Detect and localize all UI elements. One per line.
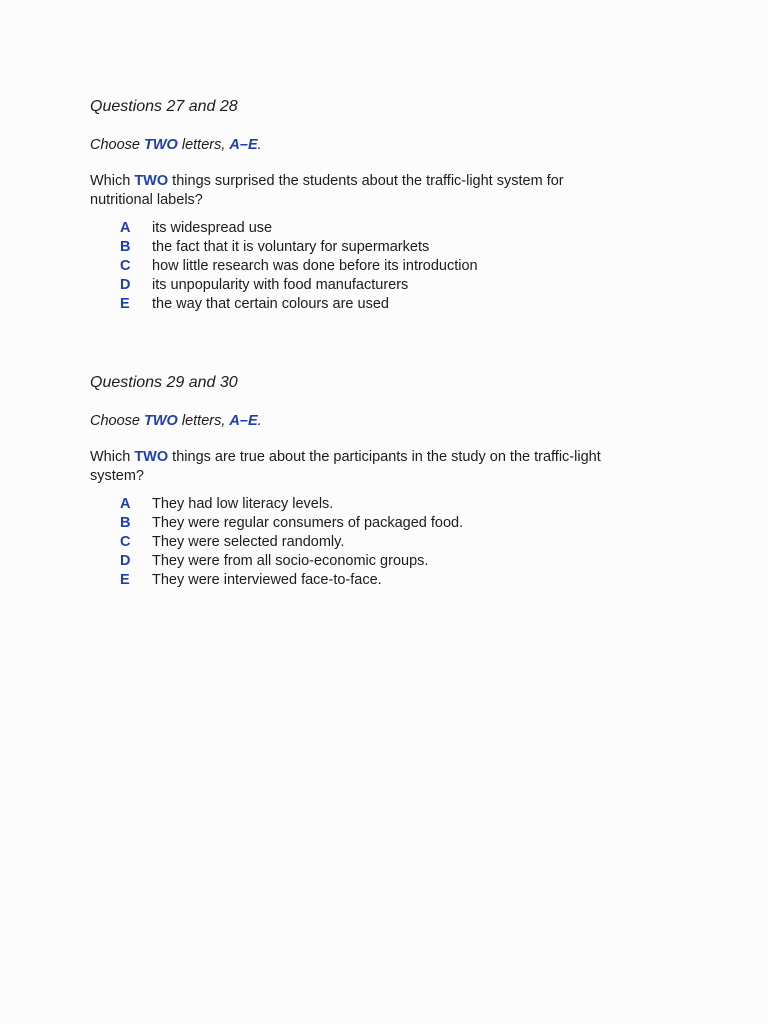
instruction-middle: letters, xyxy=(177,137,230,153)
option-letter: A xyxy=(120,496,131,512)
option-item xyxy=(120,276,650,295)
option-letter: C xyxy=(120,534,131,550)
section-heading: Questions 29 and 30 xyxy=(90,374,238,391)
option-text: They were selected randomly. xyxy=(152,534,345,550)
question-group-29-30 xyxy=(90,372,650,606)
question-group-27-28 xyxy=(90,96,650,330)
option-item xyxy=(120,552,650,571)
option-item xyxy=(120,514,650,533)
option-letter: E xyxy=(120,572,130,588)
option-item xyxy=(120,495,650,514)
instruction-prefix: Choose xyxy=(90,413,145,429)
option-text: its widespread use xyxy=(152,220,273,236)
option-text: They were from all socio-economic groups. xyxy=(152,553,429,569)
instruction-line xyxy=(90,411,650,431)
stem-line1: things surprised the students about the traffic-light system for xyxy=(168,173,564,189)
question-stem xyxy=(90,172,650,210)
instruction-middle: letters, xyxy=(177,413,230,429)
section-heading: Questions 27 and 28 xyxy=(90,98,238,115)
option-letter: C xyxy=(120,258,131,274)
option-list xyxy=(120,219,650,314)
option-item xyxy=(120,219,650,238)
instruction-line xyxy=(90,135,650,155)
option-item xyxy=(120,533,650,552)
option-item xyxy=(120,257,650,276)
option-letter: A xyxy=(120,220,131,236)
instruction-suffix: . xyxy=(257,413,262,429)
option-letter: E xyxy=(120,296,130,312)
option-text: They had low literacy levels. xyxy=(152,496,334,512)
option-text: They were interviewed face-to-face. xyxy=(152,572,382,588)
question-stem xyxy=(90,448,650,486)
option-item xyxy=(120,238,650,257)
option-list xyxy=(120,495,650,590)
stem-prefix: Which xyxy=(90,449,135,465)
instruction-emphasis: TWO xyxy=(144,137,178,153)
instruction-range: A–E xyxy=(229,137,258,153)
stem-prefix: Which xyxy=(90,173,135,189)
option-item xyxy=(120,571,650,590)
instruction-suffix: . xyxy=(257,137,262,153)
option-item xyxy=(120,295,650,314)
option-text: its unpopularity with food manufacturers xyxy=(152,277,409,293)
option-text: how little research was done before its introduction xyxy=(152,258,478,274)
stem-emphasis: TWO xyxy=(134,173,169,189)
instruction-range: A–E xyxy=(229,413,258,429)
stem-emphasis: TWO xyxy=(134,449,169,465)
option-letter: D xyxy=(120,553,131,569)
option-letter: B xyxy=(120,239,131,255)
option-text: They were regular consumers of packaged food. xyxy=(152,515,464,531)
option-text: the way that certain colours are used xyxy=(152,296,389,312)
instruction-emphasis: TWO xyxy=(144,413,178,429)
stem-line2: system? xyxy=(90,468,144,484)
instruction-prefix: Choose xyxy=(90,137,145,153)
option-letter: D xyxy=(120,277,131,293)
option-text: the fact that it is voluntary for supermarkets xyxy=(152,239,430,255)
stem-line1: things are true about the participants in the study on the traffic-light xyxy=(168,449,601,465)
stem-line2: nutritional labels? xyxy=(90,192,203,208)
option-letter: B xyxy=(120,515,131,531)
